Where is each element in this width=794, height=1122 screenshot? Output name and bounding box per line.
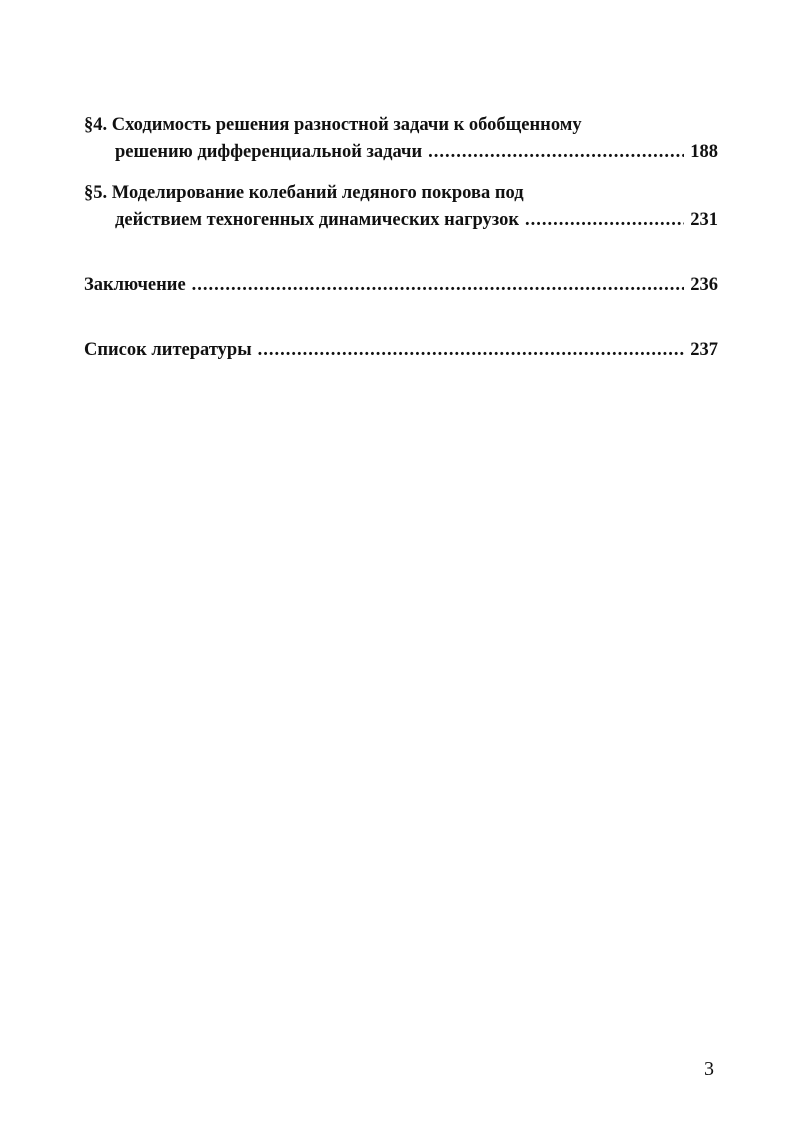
toc-entry-title: Заключение xyxy=(84,275,186,295)
toc-entry-title-line1: §5. Моделирование колебаний ледяного покрова под xyxy=(84,183,524,203)
toc-entry-references xyxy=(84,337,718,364)
toc-entry-title-line2-row xyxy=(84,207,718,234)
toc-entry-page-number: 231 xyxy=(690,210,718,230)
toc-entry-section-4 xyxy=(84,112,718,166)
toc-entry-title: Список литературы xyxy=(84,340,252,360)
toc-entry-row xyxy=(84,337,718,364)
spacer xyxy=(84,299,718,337)
table-of-contents xyxy=(84,112,718,364)
dot-leader xyxy=(192,272,685,299)
spacer xyxy=(84,166,718,180)
toc-entry-page-number: 188 xyxy=(690,142,718,162)
toc-entry-page-number: 237 xyxy=(690,340,718,360)
toc-entry-title-line2: решению дифференциальной задачи xyxy=(115,142,423,162)
toc-entry-title-line2: действием техногенных динамических нагрузок xyxy=(115,210,520,230)
dot-leader xyxy=(525,207,684,234)
toc-entry-conclusion xyxy=(84,272,718,299)
dot-leader xyxy=(258,337,685,364)
toc-entry-page-number: 236 xyxy=(690,275,718,295)
toc-entry-section-5 xyxy=(84,180,718,234)
dot-leader xyxy=(428,139,684,166)
toc-entry-title-line2-row xyxy=(84,139,718,166)
toc-entry-row xyxy=(84,272,718,299)
page-number: 3 xyxy=(704,1058,714,1080)
toc-entry-title-line1: §4. Сходимость решения разностной задачи к обобщенному xyxy=(84,115,582,135)
spacer xyxy=(84,234,718,272)
